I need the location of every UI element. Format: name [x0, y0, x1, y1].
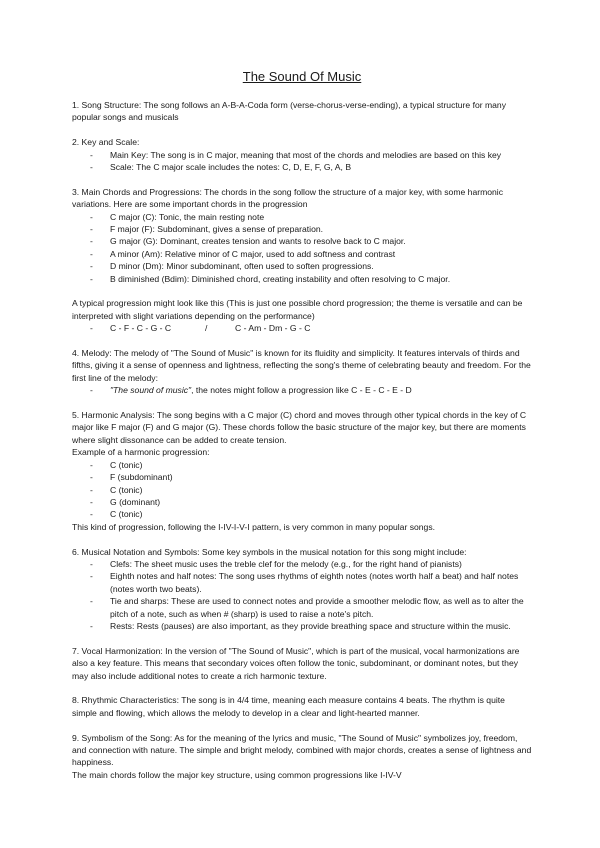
chords-list: [72, 211, 532, 285]
melody-notes: , the notes might follow a progression like C - E - C - E - D: [191, 385, 412, 396]
section-song-structure: 1. Song Structure: The song follows an A-B-A-Coda form (verse-chorus-verse-ending), a typical structure for many popular songs and musicals: [72, 100, 507, 123]
page-title: The Sound Of Music: [242, 69, 362, 84]
progression-example: [72, 322, 532, 334]
section-notation-intro: 6. Musical Notation and Symbols: Some key symbols in the musical notation for this song might include:: [72, 546, 467, 557]
list-item: - C major (C): Tonic, the main resting note: [72, 211, 532, 223]
list-item: - Rests: Rests (pauses) are also important, as they provide breathing space and structure within the music.: [72, 620, 532, 632]
list-item: - Clefs: The sheet music uses the treble clef for the melody (e.g., for the right hand of pianists): [72, 558, 532, 570]
list-item: - F major (F): Subdominant, gives a sense of preparation.: [72, 223, 532, 235]
list-item: - Main Key: The song is in C major, meaning that most of the chords and melodies are based on this key: [72, 149, 532, 161]
list-item: - Tie and sharps: These are used to connect notes and provide a smoother melodic flow, as well as to alter the pitch of a note, such as when # (sharp) is used to raise a note's pitch.: [72, 595, 532, 620]
section-rhythmic-characteristics: 8. Rhythmic Characteristics: The song is in 4/4 time, meaning each measure contains 4 beats. The rhythm is quite simple and flowing, which allows the melody to develop in a clear and light-hearted manner.: [72, 695, 505, 718]
list-item: - B diminished (Bdim): Diminished chord, creating instability and often resolving to C major.: [72, 273, 532, 285]
list-item: - Scale: The C major scale includes the notes: C, D, E, F, G, A, B: [72, 161, 532, 173]
typical-progression-text: A typical progression might look like this (This is just one possible chord progression; the theme is versatile and can be interpreted with slight variations depending on the performance): [72, 298, 523, 321]
closing-line: The main chords follow the major key structure, using common progressions like I-IV-V: [72, 769, 402, 780]
list-item: - A minor (Am): Relative minor of C major, used to add softness and contrast: [72, 248, 532, 260]
progression-separator: /: [205, 323, 208, 334]
list-item: - G major (G): Dominant, creates tension and wants to resolve back to C major.: [72, 235, 532, 247]
notation-list: [72, 558, 532, 632]
harmonic-outro: This kind of progression, following the I-IV-I-V-I pattern, is very common in many popular songs.: [72, 521, 436, 532]
progression-list: [72, 322, 532, 334]
section-chords-intro: 3. Main Chords and Progressions: The chords in the song follow the structure of a major key, with some harmonic variations. Here are some important chords in the progression: [72, 186, 504, 210]
section-key-scale-heading: 2. Key and Scale:: [72, 137, 140, 148]
key-scale-list: [72, 149, 532, 174]
song-line-quote: "The sound of music": [110, 385, 192, 396]
progression-two: C - Am - Dm - G - C: [235, 323, 311, 334]
list-item: - C (tonic): [72, 508, 532, 520]
melody-list: [72, 384, 532, 396]
section-vocal-harmonization: 7. Vocal Harmonization: In the version of "The Sound of Music", which is part of the musical, vocal harmonizations are also a key feature. This means that secondary voices often follow the tonic, subdominant, or dominant notes, but they may also include additional notes to create a rich harmonic texture.: [72, 645, 520, 681]
section-melody: 4. Melody: The melody of "The Sound of Music" is known for its fluidity and simplicity. It features intervals of thirds and fifths, giving it a sense of openness and lightness, reflecting the song's theme of celebrating beauty and freedom. For the first line of the melody:: [72, 348, 531, 383]
section-harmonic-analysis: 5. Harmonic Analysis: The song begins with a C major (C) chord and moves through other typical chords in the key of C major like F major (F) and G major (G). These chords follow the basic structure of the major key, but there are moments where slight dissonance can be added to create tension.: [72, 410, 527, 445]
list-item: - C (tonic): [72, 484, 532, 496]
harmonic-example-label: Example of a harmonic progression:: [72, 447, 210, 458]
list-item: [72, 384, 532, 396]
list-item: - G (dominant): [72, 496, 532, 508]
harmonic-progression-list: [72, 459, 532, 521]
list-item: - Eighth notes and half notes: The song uses rhythms of eighth notes (notes worth half a beat) and half notes (notes worth two beats).: [72, 570, 532, 595]
list-item: - D minor (Dm): Minor subdominant, often used to soften progressions.: [72, 260, 532, 272]
document-page: [72, 70, 532, 781]
section-symbolism: 9. Symbolism of the Song: As for the meaning of the lyrics and music, "The Sound of Music" symbolizes joy, freedom, and connection with nature. The simple and bright melody, combined with major chords, creates a sense of lightness and happiness.: [72, 732, 532, 768]
progression-one: C - F - C - G - C: [110, 323, 172, 334]
list-item: - C (tonic): [72, 459, 532, 471]
list-item: - F (subdominant): [72, 471, 532, 483]
